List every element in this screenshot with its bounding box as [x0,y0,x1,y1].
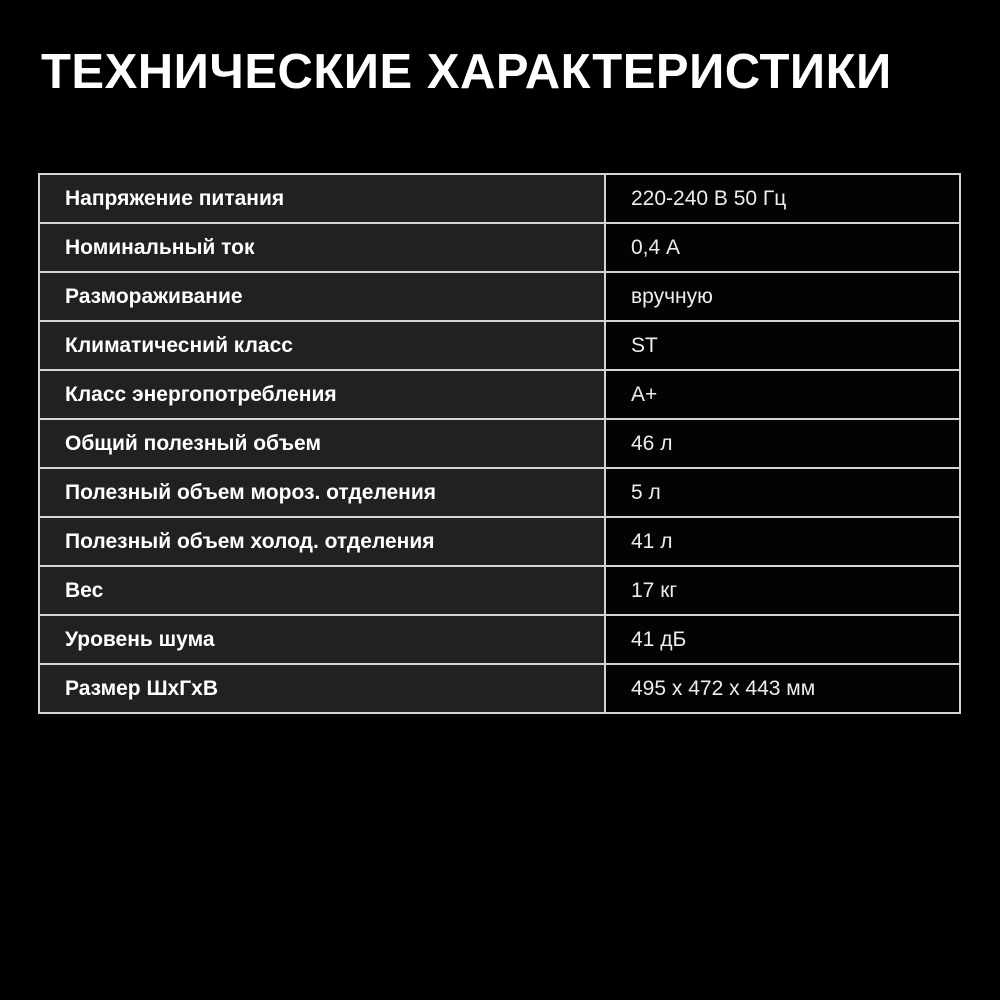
table-row [39,174,960,223]
table-row [39,223,960,272]
spec-label: Размер ШхГхВ [39,664,605,713]
spec-label: Номинальный ток [39,223,605,272]
table-row [39,468,960,517]
spec-label: Напряжение питания [39,174,605,223]
table-row [39,566,960,615]
spec-label: Полезный объем мороз. отделения [39,468,605,517]
table-row [39,419,960,468]
spec-value: А+ [605,370,960,419]
spec-label: Общий полезный объем [39,419,605,468]
spec-value: 17 кг [605,566,960,615]
spec-value: 220-240 В 50 Гц [605,174,960,223]
table-row [39,664,960,713]
spec-label: Климатичесний класс [39,321,605,370]
table-row [39,321,960,370]
specs-table [38,173,961,714]
spec-label: Полезный объем холод. отделения [39,517,605,566]
table-row [39,370,960,419]
spec-value: ST [605,321,960,370]
spec-label: Размораживание [39,272,605,321]
spec-label: Класс энергопотребления [39,370,605,419]
spec-label: Уровень шума [39,615,605,664]
spec-value: 41 л [605,517,960,566]
spec-value: 5 л [605,468,960,517]
spec-value: вручную [605,272,960,321]
spec-value: 41 дБ [605,615,960,664]
table-row [39,615,960,664]
spec-value: 0,4 А [605,223,960,272]
spec-label: Вес [39,566,605,615]
table-row [39,517,960,566]
page-title: ТЕХНИЧЕСКИЕ ХАРАКТЕРИСТИКИ [41,45,892,99]
spec-value: 46 л [605,419,960,468]
spec-value: 495 х 472 х 443 мм [605,664,960,713]
table-row [39,272,960,321]
